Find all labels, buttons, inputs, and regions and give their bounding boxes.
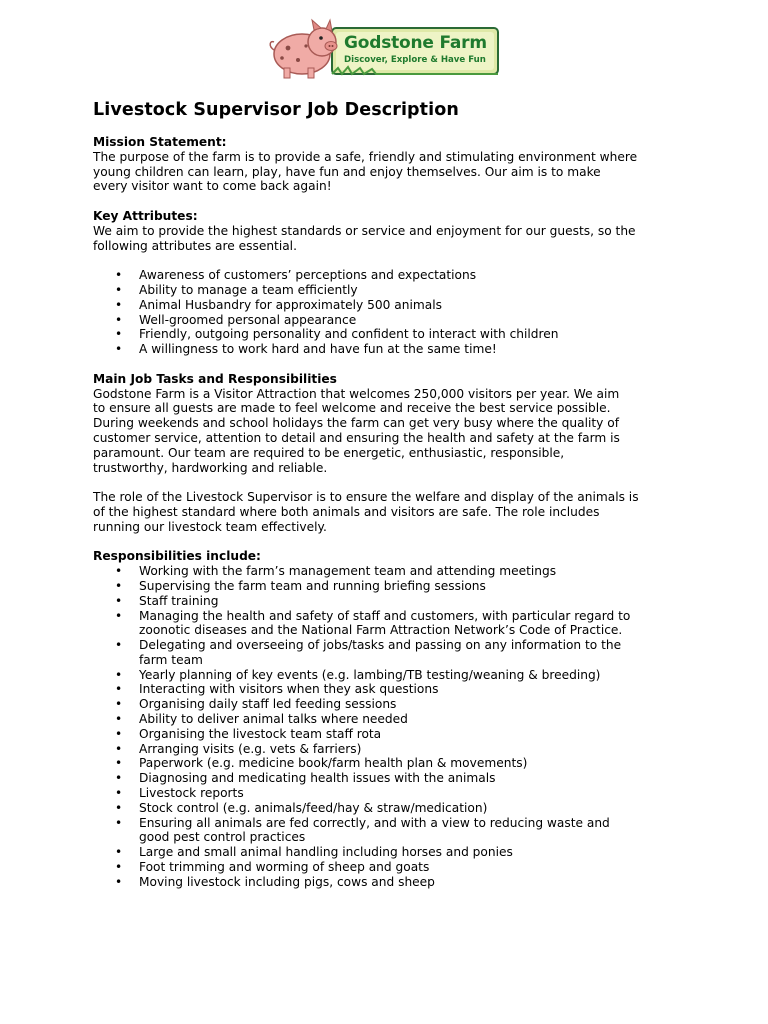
list-item <box>93 609 693 639</box>
list-item <box>93 594 693 609</box>
list-item: • Well-groomed personal appearance <box>93 313 693 328</box>
list-item-line: • Moving livestock including pigs, cows and sheep <box>139 874 435 889</box>
list-item-line: • Delegating and overseeing of jobs/tasks and passing on any information to the <box>139 638 622 653</box>
logo-tagline: Discover, Explore & Have Fun <box>344 55 486 65</box>
attributes-list <box>93 268 693 357</box>
responsibilities-list <box>93 564 693 890</box>
page-title: Livestock Supervisor Job Description <box>93 100 459 120</box>
tasks-line: to ensure all guests are made to feel welcome and receive the best service possible. <box>93 401 611 416</box>
list-item-line: • Interacting with visitors when they ask questions <box>139 682 439 697</box>
attributes-heading: Key Attributes: <box>93 208 198 223</box>
list-item <box>93 771 693 786</box>
list-item-line: • Organising daily staff led feeding sessions <box>139 697 397 712</box>
list-item <box>93 579 693 594</box>
list-item: • A willingness to work hard and have fun at the same time! <box>93 342 693 357</box>
role-line: running our livestock team effectively. <box>93 519 327 534</box>
list-item <box>93 860 693 875</box>
list-item <box>93 875 693 890</box>
tasks-line: Godstone Farm is a Visitor Attraction that welcomes 250,000 visitors per year. We aim <box>93 386 620 401</box>
list-item: • Ability to manage a team efficiently <box>93 283 693 298</box>
mission-line: every visitor want to come back again! <box>93 179 332 194</box>
list-item-line: good pest control practices <box>139 830 306 845</box>
role-line: The role of the Livestock Supervisor is to ensure the welfare and display of the animals is <box>93 490 639 505</box>
attributes-line: We aim to provide the highest standards or service and enjoyment for our guests, so the <box>93 223 636 238</box>
attributes-line: following attributes are essential. <box>93 238 297 253</box>
list-item <box>93 801 693 816</box>
tasks-line: During weekends and school holidays the farm can get very busy where the quality of <box>93 416 619 431</box>
godstone-farm-logo <box>268 18 500 82</box>
mission-heading: Mission Statement: <box>93 135 227 149</box>
list-item <box>93 638 693 668</box>
logo-name: Godstone Farm <box>344 33 487 53</box>
responsibilities-heading: Responsibilities include: <box>93 549 261 564</box>
list-item-line: • Working with the farm’s management team and attending meetings <box>139 564 557 579</box>
list-item <box>93 742 693 757</box>
list-item-line: • Large and small animal handling including horses and ponies <box>139 845 513 860</box>
list-item-line: • Organising the livestock team staff rota <box>139 726 382 741</box>
list-item-line: zoonotic diseases and the National Farm Attraction Network’s Code of Practice. <box>139 623 623 638</box>
list-item-line: • Stock control (e.g. animals/feed/hay & straw/medication) <box>139 800 488 815</box>
list-item <box>93 786 693 801</box>
list-item: • Awareness of customers’ perceptions and expectations <box>93 268 693 283</box>
list-item <box>93 727 693 742</box>
list-item <box>93 845 693 860</box>
tasks-line: customer service, attention to detail and ensuring the health and safety at the farm is <box>93 430 620 445</box>
list-item: • Friendly, outgoing personality and confident to interact with children <box>93 327 693 342</box>
job-description-document <box>93 100 693 890</box>
list-item: • Animal Husbandry for approximately 500 animals <box>93 298 693 313</box>
list-item <box>93 756 693 771</box>
mission-line: The purpose of the farm is to provide a safe, friendly and stimulating environment where <box>93 149 638 164</box>
list-item-line: • Foot trimming and worming of sheep and goats <box>139 860 430 875</box>
list-item-line: • Diagnosing and medicating health issues with the animals <box>139 771 496 786</box>
tasks-heading: Main Job Tasks and Responsibilities <box>93 371 337 386</box>
list-item <box>93 816 693 846</box>
list-item <box>93 668 693 683</box>
list-item <box>93 697 693 712</box>
list-item-line: • Livestock reports <box>139 786 244 801</box>
list-item-line: • Staff training <box>139 593 219 608</box>
list-item <box>93 682 693 697</box>
list-item <box>93 564 693 579</box>
role-line: of the highest standard where both animals and visitors are safe. The role includes <box>93 504 600 519</box>
list-item-line: • Yearly planning of key events (e.g. lambing/TB testing/weaning & breeding) <box>139 667 601 682</box>
list-item-line: • Paperwork (e.g. medicine book/farm health plan & movements) <box>139 756 528 771</box>
list-item-line: • Ability to deliver animal talks where needed <box>139 712 408 727</box>
list-item <box>93 712 693 727</box>
list-item-line: farm team <box>139 652 203 667</box>
mission-line: young children can learn, play, have fun and enjoy themselves. Our aim is to make <box>93 164 601 179</box>
list-item-line: • Arranging visits (e.g. vets & farriers) <box>139 741 362 756</box>
tasks-line: trustworthy, hardworking and reliable. <box>93 460 328 475</box>
list-item-line: • Ensuring all animals are fed correctly, and with a view to reducing waste and <box>139 815 610 830</box>
tasks-line: paramount. Our team are required to be energetic, enthusiastic, responsible, <box>93 445 565 460</box>
list-item-line: • Supervising the farm team and running briefing sessions <box>139 578 486 593</box>
list-item-line: • Managing the health and safety of staff and customers, with particular regard to <box>139 608 631 623</box>
